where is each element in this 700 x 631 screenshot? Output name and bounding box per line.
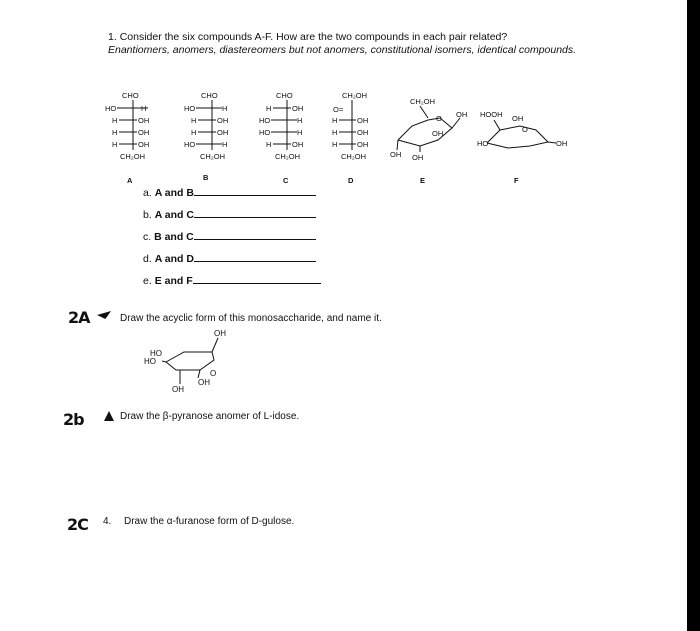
svg-text:OH: OH <box>357 128 369 137</box>
svg-text:H: H <box>191 128 197 137</box>
triangle-mark <box>104 411 114 421</box>
compound-f-ring <box>477 110 567 148</box>
svg-text:OH: OH <box>556 139 568 148</box>
svg-text:OH: OH <box>217 128 229 137</box>
svg-text:OH: OH <box>198 378 210 387</box>
svg-text:CHO: CHO <box>201 91 218 100</box>
handwritten-label-2a: 2A <box>68 308 90 327</box>
svg-text:CHO: CHO <box>276 91 293 100</box>
svg-text:O: O <box>522 125 528 134</box>
compound-c-label: C <box>283 176 289 185</box>
pair-a: a. A and B <box>143 187 316 199</box>
question-2a-text: Draw the acyclic form of this monosaccharide, and name it. <box>120 313 382 324</box>
compound-d-label: D <box>348 176 354 185</box>
pair-b: b. A and C <box>143 209 316 221</box>
question-1-number: 1. <box>108 31 117 43</box>
answer-line-c[interactable] <box>194 239 316 240</box>
handwritten-label-2c: 2C <box>67 515 88 534</box>
answer-line-e[interactable] <box>193 283 321 284</box>
svg-text:H: H <box>191 116 197 125</box>
svg-text:H: H <box>222 140 228 149</box>
answer-line-b[interactable] <box>194 217 316 218</box>
svg-text:H: H <box>332 116 338 125</box>
compound-d-fischer <box>332 91 368 161</box>
svg-text:HOOH: HOOH <box>480 110 503 119</box>
svg-text:OH: OH <box>138 116 150 125</box>
svg-text:O: O <box>436 114 442 123</box>
compound-b-fischer <box>184 91 228 161</box>
svg-text:OH: OH <box>412 153 424 162</box>
compound-a-label: A <box>127 176 133 185</box>
svg-text:OH: OH <box>456 110 468 119</box>
svg-text:H: H <box>332 128 338 137</box>
compound-structures <box>0 0 687 200</box>
svg-text:OH: OH <box>357 140 369 149</box>
svg-text:CH₂OH: CH₂OH <box>275 152 300 161</box>
question-1-prompt: Consider the six compounds A-F. How are the two compounds in each pair related? <box>119 31 508 43</box>
svg-text:H: H <box>112 116 118 125</box>
svg-text:OH: OH <box>138 128 150 137</box>
svg-text:H: H <box>266 140 272 149</box>
svg-text:CH₂OH: CH₂OH <box>410 97 435 106</box>
svg-text:HO: HO <box>184 140 196 149</box>
svg-text:O=: O= <box>333 105 344 114</box>
svg-text:HO: HO <box>144 357 156 366</box>
compound-c-fischer <box>259 91 303 161</box>
svg-text:OH: OH <box>432 129 444 138</box>
compound-a-bottom: CH₂OH <box>120 152 145 161</box>
svg-text:H: H <box>266 104 272 113</box>
question-2c-number: 4. <box>103 516 112 527</box>
svg-text:CH₂OH: CH₂OH <box>200 152 225 161</box>
svg-text:O: O <box>210 369 217 378</box>
svg-text:OH: OH <box>512 114 524 123</box>
svg-text:HO: HO <box>477 139 489 148</box>
compound-e-ring <box>390 97 467 162</box>
svg-text:H: H <box>332 140 338 149</box>
answer-line-d[interactable] <box>194 261 316 262</box>
pair-e: e. E and F <box>143 275 321 287</box>
svg-text:OH: OH <box>390 150 402 159</box>
svg-text:OH: OH <box>172 385 184 394</box>
question-2b-text: Draw the β-pyranose anomer of L-idose. <box>120 411 300 422</box>
compound-a-top: CHO <box>122 91 139 100</box>
svg-text:H: H <box>222 104 228 113</box>
svg-text:OH: OH <box>138 140 150 149</box>
compound-f-label: F <box>514 176 519 185</box>
svg-text:H: H <box>297 116 303 125</box>
pair-c: c. B and C <box>143 231 316 243</box>
svg-text:HO: HO <box>259 116 271 125</box>
svg-text:HO: HO <box>259 128 271 137</box>
svg-text:H: H <box>297 128 303 137</box>
answer-line-a[interactable] <box>194 195 316 196</box>
question-2a-structure <box>140 326 240 396</box>
svg-text:H: H <box>112 128 118 137</box>
svg-text:OH: OH <box>292 140 304 149</box>
question-2c-text: Draw the α-furanose form of D-gulose. <box>124 516 295 527</box>
svg-text:HO: HO <box>184 104 196 113</box>
svg-text:OH: OH <box>357 116 369 125</box>
compound-b-label: B <box>203 173 209 182</box>
compound-e-label: E <box>420 176 426 185</box>
svg-text:HO: HO <box>105 104 117 113</box>
handwritten-label-2b: 2b <box>63 410 84 429</box>
svg-text:CH₂OH: CH₂OH <box>341 152 366 161</box>
svg-text:HO: HO <box>150 349 162 358</box>
svg-text:H: H <box>141 104 147 113</box>
pair-d: d. A and D <box>143 253 316 265</box>
question-1-options: Enantiomers, anomers, diastereomers but not anomers, constitutional isomers, identical compounds. <box>108 44 577 56</box>
svg-text:H: H <box>112 140 118 149</box>
scribble-mark <box>97 311 111 319</box>
svg-text:OH: OH <box>292 104 304 113</box>
svg-text:OH: OH <box>214 329 226 338</box>
svg-text:CH₂OH: CH₂OH <box>342 91 367 100</box>
compound-a-fischer <box>105 91 149 161</box>
svg-text:OH: OH <box>217 116 229 125</box>
